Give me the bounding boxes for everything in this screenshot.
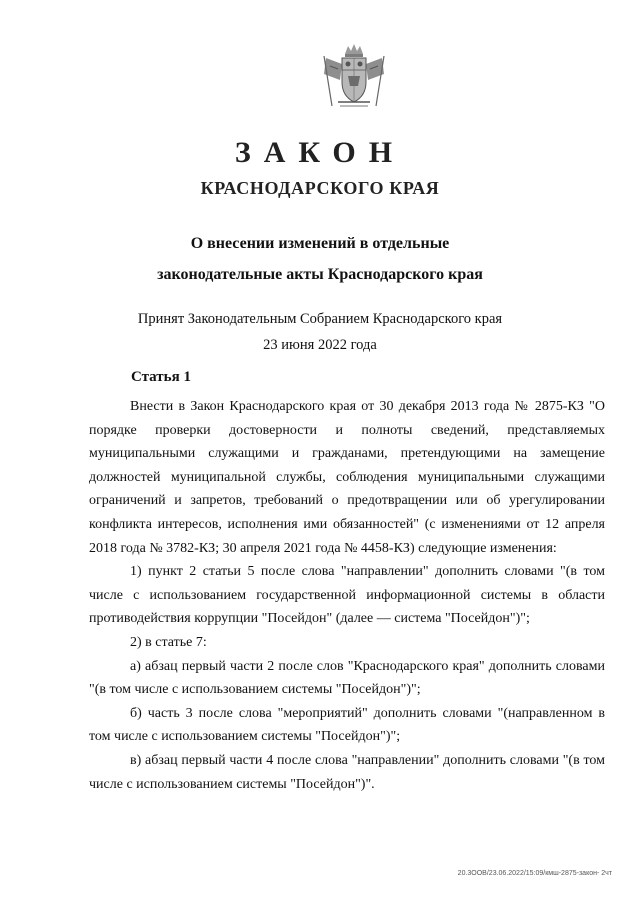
region-title: КРАСНОДАРСКОГО КРАЯ — [200, 178, 440, 198]
footer-stamp: 20.3ООВ/23.06.2022/15:09/кмш-2875-закон- 2чт — [457, 870, 612, 877]
act-title-line-1: О внесении изменений в отдельные — [190, 235, 450, 252]
paragraph-item-2a: а) абзац первый части 2 после слов "Краснодарского края" дополнить словами "(в том числе с использованием системы "Посейдон")"; — [89, 658, 605, 698]
article-heading: Статья 1 — [131, 369, 191, 385]
act-title-line-2: законодательные акты Краснодарского края — [157, 266, 483, 283]
adoption-line-1: Принят Законодательным Собранием Краснодарского края — [137, 311, 503, 327]
krasnodar-coat-of-arms-icon — [318, 40, 390, 112]
law-title: ЗАКОН — [234, 136, 406, 169]
paragraph-item-2c: в) абзац первый части 4 после слова "направлении" дополнить словами "(в том числе с использованием системы "Посейдон")". — [89, 752, 605, 792]
paragraph-item-2b: б) часть 3 после слова "мероприятий" дополнить словами "(направленном в том числе с использованием системы "Посейдон")"; — [89, 705, 605, 745]
act-title — [0, 228, 640, 290]
article-body — [89, 395, 605, 796]
paragraph-item-1: 1) пункт 2 статьи 5 после слова "направлении" дополнить словами "(в том числе с использованием государственной информационной системы в области противодействия коррупции "Посейдон" (далее — система "Посейдон")"; — [89, 564, 605, 627]
adoption-note — [0, 306, 640, 358]
paragraph-intro: Внести в Закон Краснодарского края от 30 декабря 2013 года № 2875-КЗ "О порядке проверки достоверности и полноты сведений, представляемых муниципальными служащими и гражданами, претендующими на замещение должностей муниципальной службы, соблюдения муниципальными служащими ограничений и запретов, требований о предотвращении или об урегулировании конфликта интересов, исполнения ими обязанностей" (с изменениями от 12 апреля 2018 года № 3782-КЗ; 30 апреля 2021 года № 4458-КЗ) следующие изменения: — [89, 399, 605, 556]
paragraph-item-2: 2) в статье 7: — [130, 634, 207, 650]
adoption-date: 23 июня 2022 года — [263, 337, 377, 353]
